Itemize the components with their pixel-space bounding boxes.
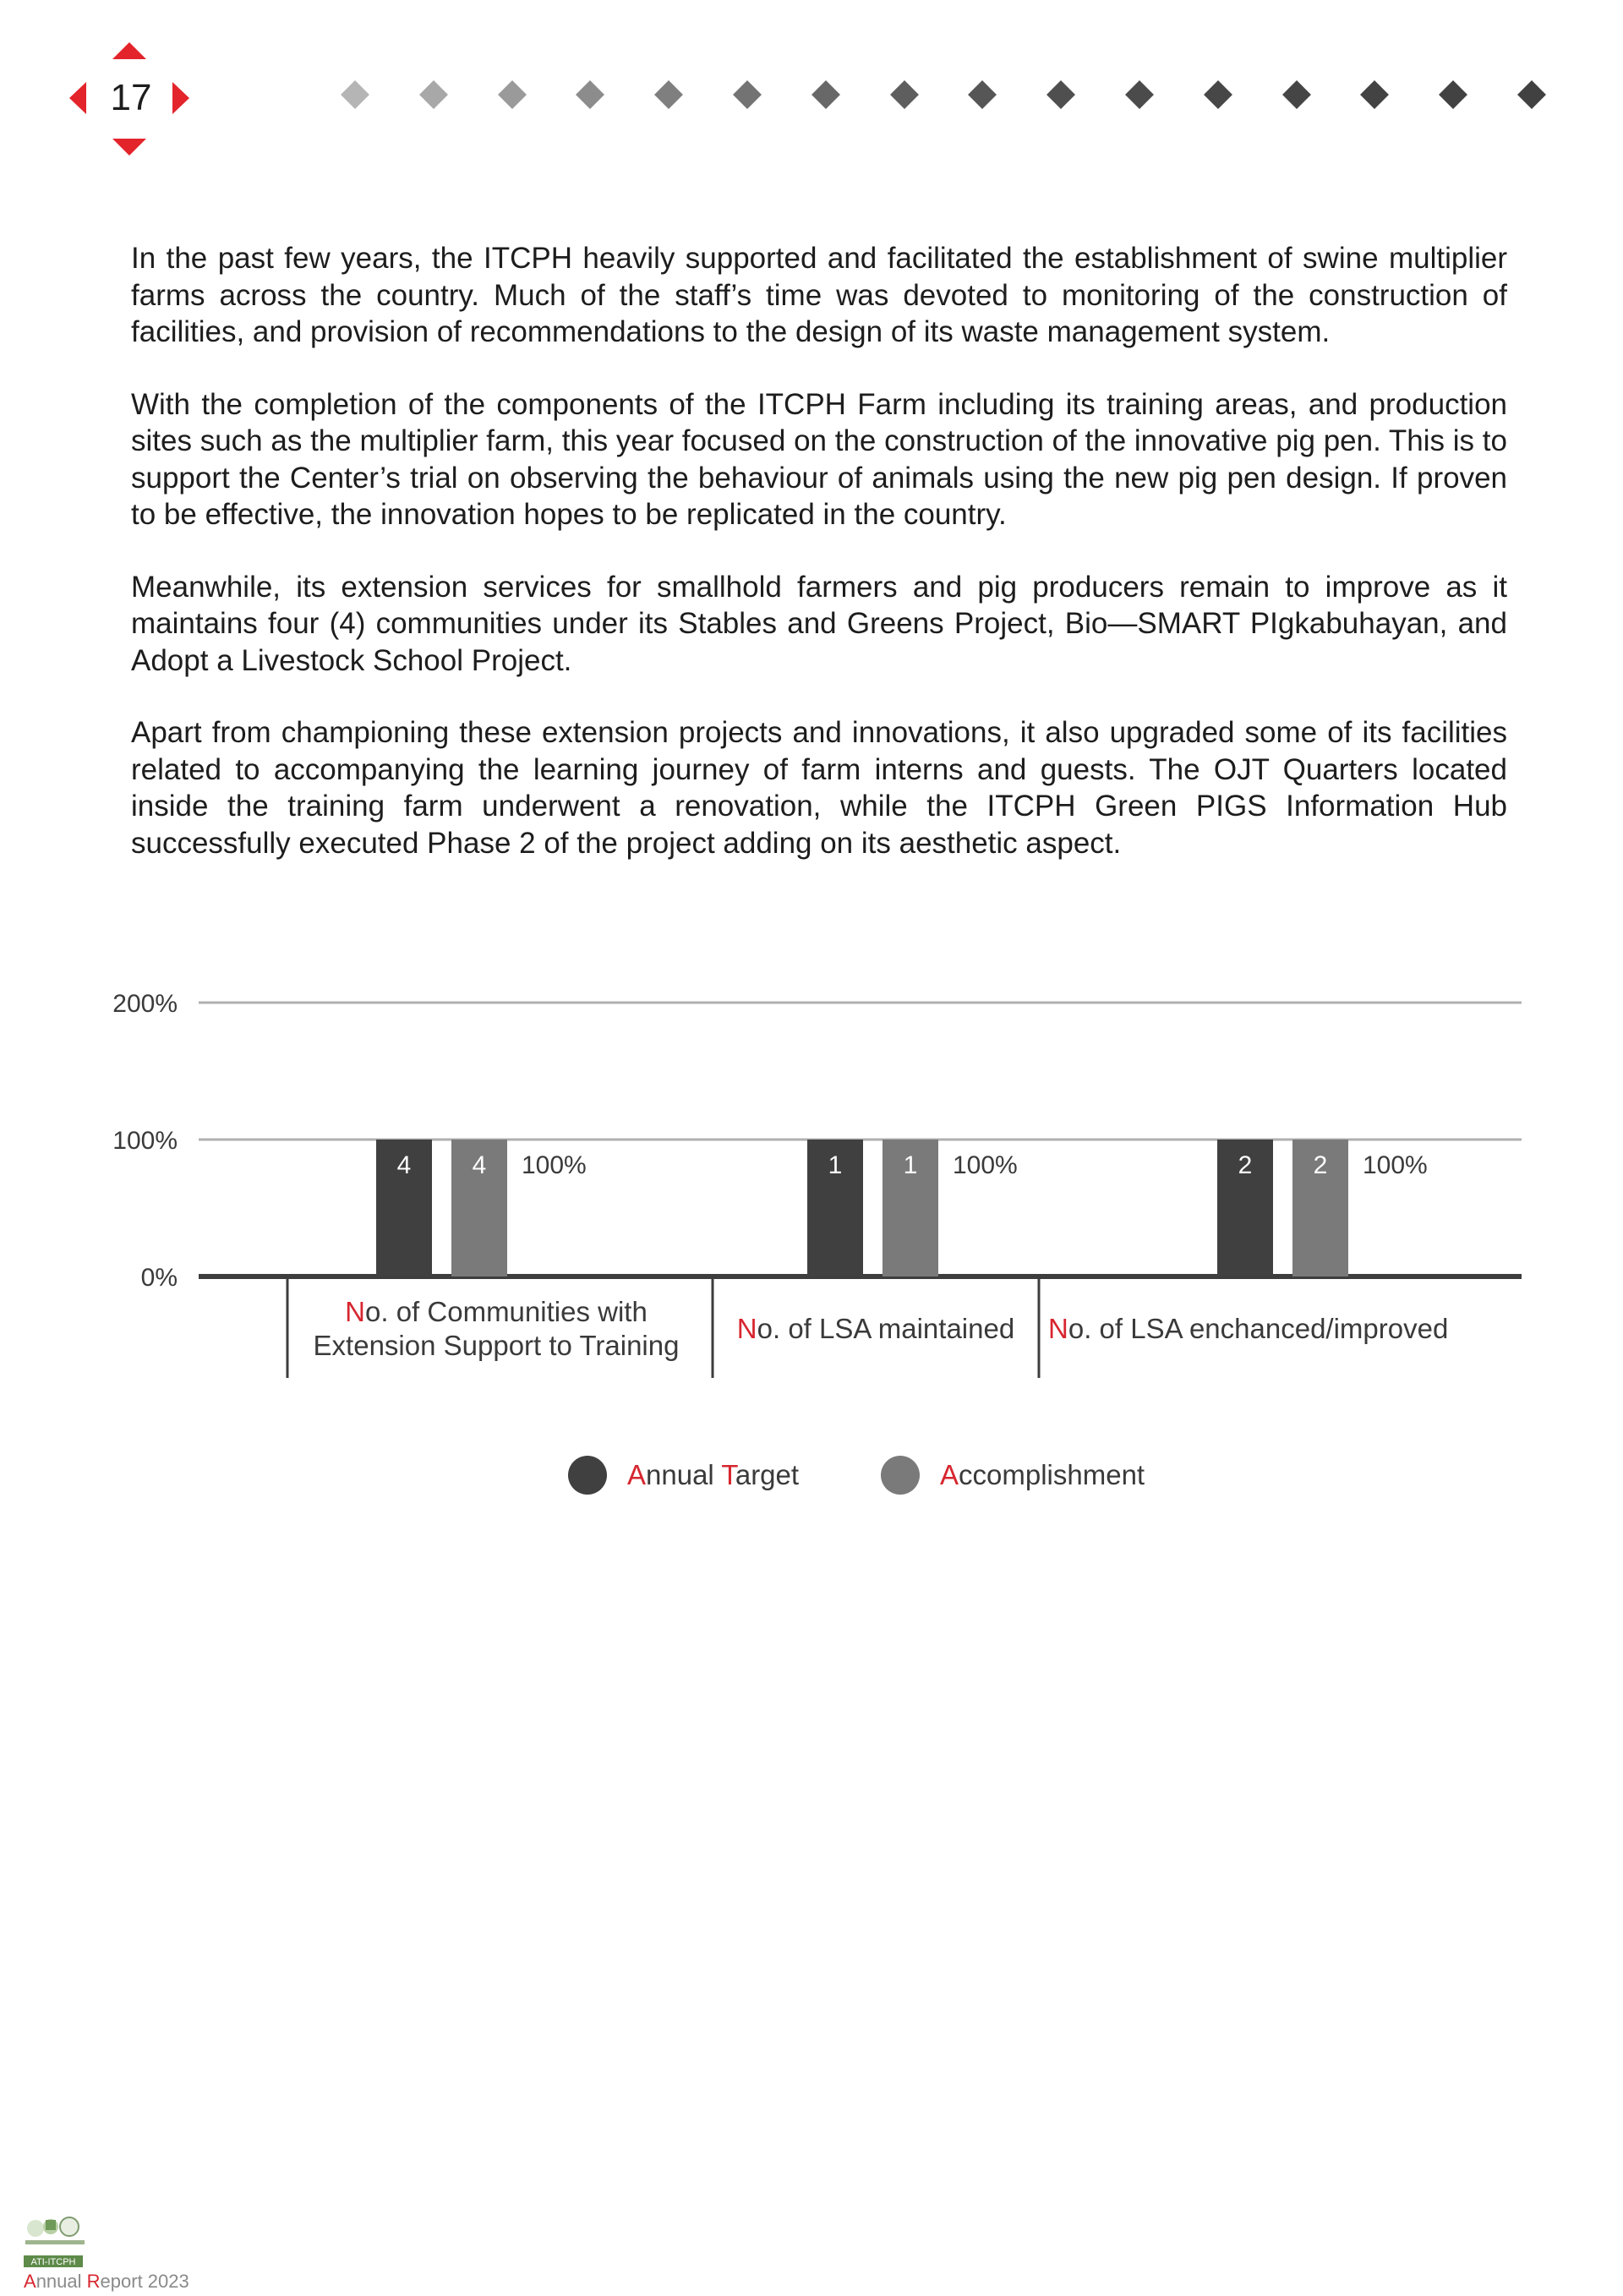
bar-value-label: 4 (472, 1151, 487, 1179)
diamond-divider (345, 85, 1571, 115)
legend-item-accomplishment (881, 1454, 1145, 1496)
diamond-icon (419, 80, 448, 109)
diamond-icon (498, 80, 527, 109)
category-label: No. of Communities with Extension Support to Training (313, 1296, 680, 1361)
rate-label: 100% (1363, 1151, 1428, 1179)
ati-itcph-logo (24, 2217, 86, 2269)
legend-swatch (568, 1456, 607, 1495)
bar-value-label: 1 (828, 1151, 843, 1179)
diamond-icon (968, 80, 997, 109)
paragraph: Meanwhile, its extension services for smallhold farmers and pig producers remain to improve as it maintains four (4) communities under its Stables and Greens Project, Bio—SMART PIgkabuhayan, and Adopt a Livestock School Project. (131, 570, 1507, 677)
paragraph: With the completion of the components of the ITCPH Farm including its training areas, and production sites such as the multiplier farm, this year focused on the construction of the innovative pig pen. This is to support the Center’s trial on observing the behaviour of animals using the new pig pen design. If proven to be effective, the innovation hopes to be replicated in the country. (131, 387, 1507, 531)
arrow-left-icon[interactable] (69, 82, 86, 114)
legend-swatch (881, 1456, 920, 1495)
diamond-icon (733, 80, 762, 109)
legend-label: Accomplishment (940, 1459, 1145, 1490)
arrow-down-icon[interactable] (112, 139, 146, 156)
rate-label: 100% (953, 1151, 1018, 1179)
footer (24, 2217, 243, 2293)
svg-text:ATI-ITCPH: ATI-ITCPH (30, 2257, 76, 2267)
diamond-icon (1282, 80, 1311, 109)
chart-plot (0, 972, 1623, 1412)
page-number: 17 (110, 77, 152, 118)
arrow-right-icon[interactable] (172, 82, 189, 114)
category-label: No. of LSA enchanced/improved (1048, 1313, 1449, 1344)
y-tick-label: 100% (112, 1127, 178, 1155)
diamond-icon (890, 80, 919, 109)
bar-value-label: 1 (903, 1151, 918, 1179)
diamond-icon (1046, 80, 1075, 109)
y-tick-label: 200% (112, 990, 178, 1018)
rate-label: 100% (522, 1151, 587, 1179)
legend-label: Annual Target (627, 1459, 800, 1490)
diamond-icon (654, 80, 683, 109)
paragraph: In the past few years, the ITCPH heavily supported and facilitated the establishment of swine multiplier farms across the country. Much of the staff’s time was devoted to monitoring of the construction of facilities, and provision of recommendations to the design of its waste management system. (131, 242, 1507, 348)
bar-value-label: 4 (396, 1151, 412, 1179)
diamond-icon (1439, 80, 1467, 109)
page-navigator (66, 36, 193, 162)
paragraph: Apart from championing these extension projects and innovations, it also upgraded some of its facilities related to accompanying the learning journey of farm interns and guests. The OJT Quarters located inside the training farm underwent a renovation, while the ITCPH Green PIGS Information Hub successfully executed Phase 2 of the project adding on its aesthetic aspect. (131, 716, 1507, 860)
diamond-icon (1517, 80, 1546, 109)
diamond-icon (1204, 80, 1232, 109)
category-label: No. of LSA maintained (736, 1313, 1015, 1344)
y-tick-label: 0% (140, 1264, 178, 1292)
diamond-icon (1360, 80, 1389, 109)
bar-value-label: 2 (1313, 1151, 1328, 1179)
diamond-icon (576, 80, 604, 109)
legend-item-annual-target (568, 1454, 799, 1496)
arrow-up-icon[interactable] (112, 42, 146, 59)
chart-legend (0, 1454, 1623, 1505)
diamond-icon (341, 80, 369, 109)
diamond-icon (1125, 80, 1154, 109)
bar-chart (0, 972, 1623, 1530)
body-text (131, 240, 1507, 897)
footer-brand: Annual Report 2023 (24, 2271, 189, 2292)
bar-value-label: 2 (1238, 1151, 1253, 1179)
diamond-icon (812, 80, 840, 109)
